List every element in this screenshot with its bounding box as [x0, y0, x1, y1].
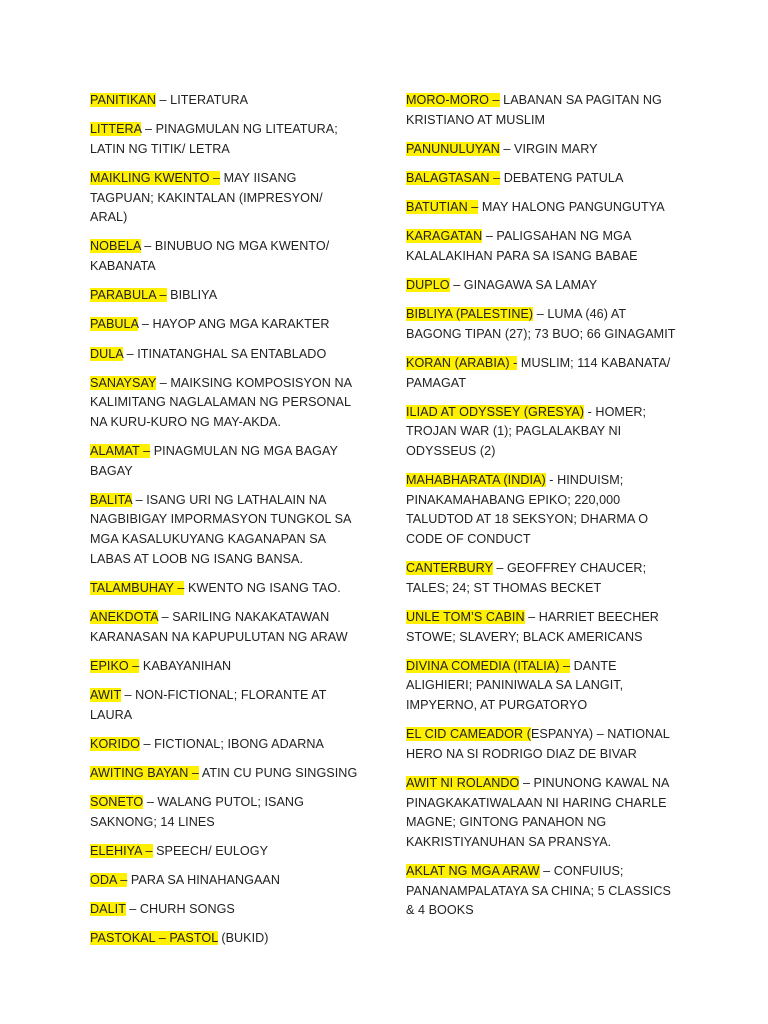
entry-term: AWITING BAYAN –: [90, 765, 199, 780]
entry-definition: (BUKID): [217, 931, 269, 946]
entry-talambuhay: [90, 579, 362, 599]
entry-sanaysay: [90, 374, 362, 433]
entry-term: PARABULA –: [90, 288, 167, 303]
entry-definition: – CONFUIUS; PANANAMPALATAYA SA CHINA; 5 CLASSICS & 4 BOOKS: [406, 863, 671, 918]
entry-iliad-odyssey: [406, 403, 678, 462]
entry-term: MORO-MORO –: [406, 93, 500, 107]
entry-dalit: [90, 900, 362, 920]
entry-panunuluyan: [406, 140, 678, 160]
entry-term: KARAGATAN: [406, 229, 483, 244]
entry-term: ANEKDOTA: [90, 610, 159, 624]
entry-definition: – SARILING NAKAKATAWAN KARANASAN NA KAPUPULUTAN NG ARAW: [90, 610, 348, 644]
left-column: [90, 91, 362, 959]
entry-bibliya: [406, 305, 678, 344]
entry-definition: – LUMA (46) AT BAGONG TIPAN (27); 73 BUO; 66 GINAGAMIT: [406, 307, 676, 341]
entry-definition: ATIN CU PUNG SINGSING: [198, 765, 358, 780]
entry-term: MAIKLING KWENTO –: [90, 170, 221, 185]
entry-term: EL CID CAMEADOR (: [406, 727, 531, 742]
entry-term: EPIKO –: [90, 658, 140, 673]
entry-moro-moro: [406, 91, 678, 130]
entry-definition: PINAGMULAN NG MGA BAGAY BAGAY: [90, 444, 338, 478]
entry-balita: [90, 491, 362, 569]
entry-pastokal: [90, 929, 362, 949]
entry-littera: [90, 120, 362, 159]
entry-term: NOBELA: [90, 239, 141, 254]
entry-term: AKLAT NG MGA ARAW: [406, 863, 540, 878]
entry-dula: [90, 345, 362, 365]
entry-definition: KABAYANIHAN: [139, 658, 232, 673]
entry-balagtasan: [406, 169, 678, 189]
entry-term: SANAYSAY: [90, 375, 157, 390]
entry-definition: – HARRIET BEECHER STOWE; SLAVERY; BLACK AMERICANS: [406, 610, 659, 644]
entry-mahabharata: [406, 471, 678, 549]
entry-batutian: [406, 198, 678, 218]
entry-definition: SPEECH/ EULOGY: [152, 843, 269, 858]
entry-epiko: [90, 657, 362, 677]
entry-el-cid: [406, 725, 678, 764]
entry-term: ODA –: [90, 873, 128, 888]
entry-definition: – MAIKSING KOMPOSISYON NA KALIMITANG NAGLALAMAN NG PERSONAL NA KURU-KURO NG MAY-AKDA.: [90, 375, 352, 429]
entry-definition: – PINAGMULAN NG LITEATURA; LATIN NG TITIK/ LETRA: [90, 122, 338, 156]
entry-definition: MAY IISANG TAGPUAN; KAKINTALAN (IMPRESYON/ ARAL): [90, 170, 323, 225]
entry-term: ILIAD AT ODYSSEY (GRESYA): [406, 404, 585, 419]
entry-definition: ESPANYA) – NATIONAL HERO NA SI RODRIGO DIAZ DE BIVAR: [406, 727, 670, 761]
entry-soneto: [90, 793, 362, 832]
entry-awiting-bayan: [90, 764, 362, 784]
entry-term: BALITA: [90, 492, 133, 507]
entry-duplo: [406, 276, 678, 296]
entry-awit-ni-rolando: [406, 774, 678, 852]
entry-oda: [90, 871, 362, 891]
entry-definition: – PINUNONG KAWAL NA PINAGKAKATIWALAAN NI HARING CHARLE MAGNE; GINTONG PANAHON NG KAKRISTIYANUHAN SA PRANSYA.: [406, 775, 669, 849]
entry-definition: BIBLIYA: [166, 288, 218, 303]
entry-definition: DEBATENG PATULA: [500, 170, 624, 185]
entry-definition: – LITERATURA: [156, 93, 249, 107]
entry-definition: – CHURH SONGS: [125, 902, 235, 917]
entry-awit: [90, 686, 362, 725]
entry-term: SONETO: [90, 795, 144, 810]
entry-term: CANTERBURY: [406, 561, 493, 576]
entry-korido: [90, 735, 362, 755]
entry-term: PANUNULUYAN: [406, 141, 500, 156]
entry-definition: DANTE ALIGHIERI; PANINIWALA SA LANGIT, IMPYERNO, AT PURGATORYO: [406, 658, 624, 712]
entry-uncle-toms-cabin: [406, 608, 678, 647]
entry-term: KORIDO: [90, 736, 140, 751]
entry-canterbury: [406, 559, 678, 598]
entry-term: DIVINA COMEDIA (ITALIA) –: [406, 658, 571, 673]
entry-term: TALAMBUHAY –: [90, 580, 185, 595]
entry-parabula: [90, 286, 362, 306]
entry-term: ELEHIYA –: [90, 843, 153, 858]
entry-anekdota: [90, 608, 362, 647]
entry-panitikan: [90, 91, 362, 111]
entry-term: DALIT: [90, 902, 126, 917]
entry-term: ALAMAT –: [90, 444, 151, 459]
entry-definition: – BINUBUO NG MGA KWENTO/ KABANATA: [90, 239, 330, 273]
entry-term: PASTOKAL – PASTOL: [90, 931, 218, 946]
entry-definition: – GEOFFREY CHAUCER; TALES; 24; ST THOMAS BECKET: [406, 561, 647, 595]
entry-term: KORAN (ARABIA) -: [406, 356, 518, 371]
entry-term: BIBLIYA (PALESTINE): [406, 307, 534, 322]
entry-maikling-kwento: [90, 169, 362, 228]
entry-definition: MAY HALONG PANGUNGUTYA: [478, 200, 665, 215]
entry-term: LITTERA: [90, 122, 142, 137]
entry-definition: – NON-FICTIONAL; FLORANTE AT LAURA: [90, 687, 327, 722]
entry-pabula: [90, 315, 362, 335]
entry-definition: MUSLIM; 114 KABANATA/ PAMAGAT: [406, 356, 671, 390]
entry-definition: – FICTIONAL; IBONG ADARNA: [139, 736, 324, 751]
entry-definition: – GINAGAWA SA LAMAY: [449, 278, 598, 293]
entry-term: UNLE TOM’S CABIN: [406, 610, 525, 624]
entry-koran: [406, 354, 678, 393]
entry-term: BATUTIAN –: [406, 200, 479, 215]
entry-term: DULA: [90, 346, 124, 361]
entry-elehiya: [90, 842, 362, 862]
entry-definition: – WALANG PUTOL; ISANG SAKNONG; 14 LINES: [90, 795, 304, 829]
entry-term: AWIT: [90, 687, 121, 702]
entry-divina-comedia: [406, 657, 678, 716]
entry-term: PABULA: [90, 317, 139, 332]
entry-term: AWIT NI ROLANDO: [406, 775, 520, 790]
entry-definition: – HAYOP ANG MGA KARAKTER: [138, 317, 330, 332]
entry-definition: KWENTO NG ISANG TAO.: [184, 580, 341, 595]
entry-definition: LABANAN SA PAGITAN NG KRISTIANO AT MUSLIM: [406, 93, 662, 127]
entry-definition: – VIRGIN MARY: [499, 141, 598, 156]
entry-term: MAHABHARATA (INDIA): [406, 473, 546, 488]
entry-definition: – ISANG URI NG LATHALAIN NA NAGBIBIGAY IMPORMASYON TUNGKOL SA MGA KASALUKUYANG KAGANAPAN SA LABAS AT LOOB NG ISANG BANSA.: [90, 492, 351, 566]
entry-alamat: [90, 442, 362, 481]
entry-definition: – PALIGSAHAN NG MGA KALALAKIHAN PARA SA ISANG BABAE: [406, 229, 638, 263]
entry-definition: – ITINATANGHAL SA ENTABLADO: [123, 346, 327, 361]
entry-term: DUPLO: [406, 278, 450, 293]
entry-term: PANITIKAN: [90, 93, 156, 107]
right-column: [406, 91, 678, 930]
entry-karagatan: [406, 227, 678, 266]
entry-term: BALAGTASAN –: [406, 170, 501, 185]
entry-aklat-ng-mga-araw: [406, 862, 678, 921]
entry-definition: PARA SA HINAHANGAAN: [127, 873, 280, 888]
entry-definition: - HOMER; TROJAN WAR (1); PAGLALAKBAY NI ODYSSEUS (2): [406, 404, 647, 459]
entry-definition: - HINDUISM; PINAKAMAHABANG EPIKO; 220,000 TALUDTOD AT 18 SEKSYON; DHARMA O CODE OF CONDUCT: [406, 473, 649, 547]
entry-nobela: [90, 237, 362, 276]
